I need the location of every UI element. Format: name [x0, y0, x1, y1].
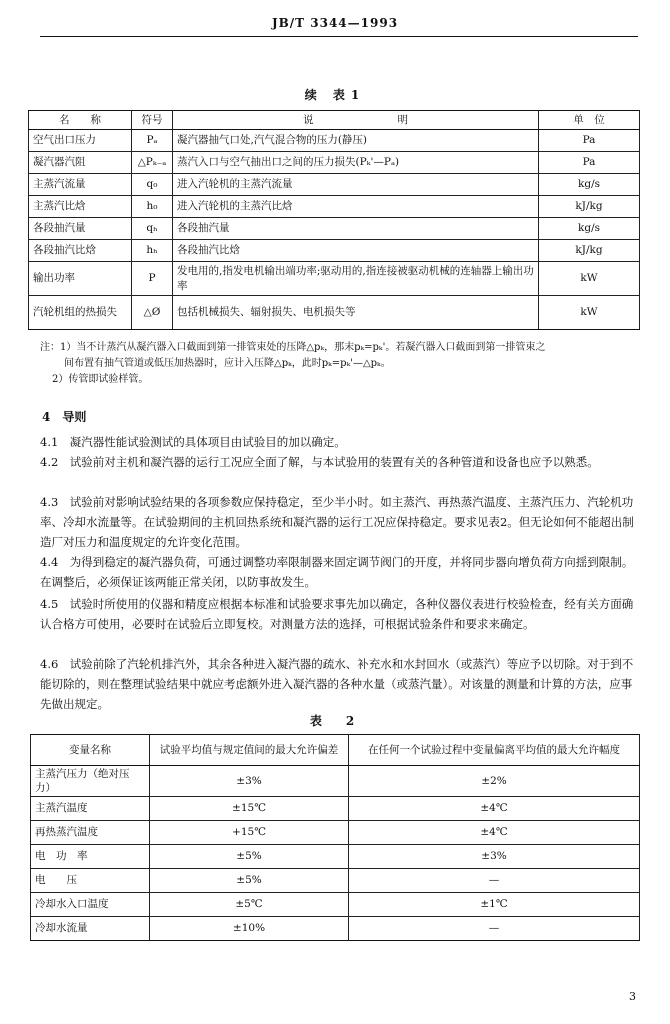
table1-cell-desc: 凝汽器抽气口处,汽气混合物的压力(静压)	[173, 130, 539, 152]
table1-cell-symbol: P	[132, 262, 173, 296]
table1-note-1: 注：1）当不计蒸汽从凝汽器入口截面到第一排管束处的压降△pₖ，那末pₖ=pₖ'。若凝汽器入口截面到第一排管束之	[40, 342, 546, 353]
table2-cell-deviation: ±10%	[150, 917, 349, 941]
table2-cell-deviation: ±5%	[150, 869, 349, 893]
paragraph-4-6: 4.6 试验前除了汽轮机排汽外，其余各种进入凝汽器的疏水、补充水和水封回水（或蒸汽）等应予以切除。对于到不能切除的，则在整理试验结果中就应考虑额外进入凝汽器的各种水量（或蒸汽量）。对该量的测量和计算的方法，应事先做出规定。	[40, 657, 634, 711]
table2-header-variable: 变量名称	[31, 735, 150, 766]
table1	[28, 110, 640, 330]
table-row	[29, 174, 640, 196]
table2-cell-deviation: +15℃	[150, 821, 349, 845]
table2-cell-name: 主蒸汽温度	[31, 797, 150, 821]
table1-header-unit: 单 位	[539, 111, 640, 130]
table1-cell-desc: 包括机械损失、辐射损失、电机损失等	[173, 296, 539, 330]
table-row	[29, 240, 640, 262]
table1-cell-desc: 各段抽汽比焓	[173, 240, 539, 262]
table1-cell-symbol: hₕ	[132, 240, 173, 262]
table-row	[29, 218, 640, 240]
page-number: 3	[629, 990, 636, 1003]
table1-note-2: 2）传管即试验样管。	[52, 374, 149, 385]
table-row	[31, 845, 640, 869]
table1-cell-unit: kg/s	[539, 174, 640, 196]
table2-cell-deviation: ±3%	[150, 766, 349, 797]
table1-cell-unit: Pa	[539, 152, 640, 174]
table1-header-desc: 说 明	[173, 111, 539, 130]
table2	[30, 734, 640, 941]
table1-cell-name: 主蒸汽流量	[29, 174, 132, 196]
table-row	[29, 296, 640, 330]
table1-cell-symbol: qₕ	[132, 218, 173, 240]
table1-cell-desc: 进入汽轮机的主蒸汽比焓	[173, 196, 539, 218]
table1-cell-symbol: △Pₖ₋ₐ	[132, 152, 173, 174]
table2-cell-name: 冷却水入口温度	[31, 893, 150, 917]
table2-cell-name: 电 压	[31, 869, 150, 893]
table1-cell-desc: 发电用的,指发电机输出端功率;驱动用的,指连接被驱动机械的连轴器上输出功率	[173, 262, 539, 296]
table1-cell-symbol: h₀	[132, 196, 173, 218]
table1-cell-symbol: q₀	[132, 174, 173, 196]
table2-cell-range: ±2%	[349, 766, 640, 797]
table2-cell-name: 主蒸汽压力（绝对压力）	[31, 766, 150, 797]
table2-cell-deviation: ±5℃	[150, 893, 349, 917]
table2-header-deviation: 试验平均值与规定值间的最大允许偏差	[150, 735, 349, 766]
table-row	[31, 797, 640, 821]
table1-cell-name: 空气出口压力	[29, 130, 132, 152]
table1-cell-unit: Pa	[539, 130, 640, 152]
table1-cell-name: 各段抽汽量	[29, 218, 132, 240]
paragraph-4-1: 4.1 凝汽器性能试验测试的具体项目由试验目的加以确定。	[40, 435, 346, 449]
table1-cell-name: 各段抽汽比焓	[29, 240, 132, 262]
table-row	[29, 130, 640, 152]
table1-header-row	[29, 111, 640, 130]
table-row	[31, 917, 640, 941]
table2-cell-name: 冷却水流量	[31, 917, 150, 941]
table-row	[29, 196, 640, 218]
table1-cell-name: 汽轮机组的热损失	[29, 296, 132, 330]
table2-cell-deviation: ±5%	[150, 845, 349, 869]
table2-cell-range: ±4℃	[349, 821, 640, 845]
table-row	[31, 869, 640, 893]
table1-cell-unit: kJ/kg	[539, 240, 640, 262]
table1-header-name: 名 称	[29, 111, 132, 130]
paragraph-4-2: 4.2 试验前对主机和凝汽器的运行工况应全面了解，与本试验用的装置有关的各种管道和设备也应予以熟悉。	[40, 455, 599, 469]
paragraph-4-5: 4.5 试验时所使用的仪器和精度应根据本标准和试验要求事先加以确定，各种仪器仪表进行校验检查，经有关方面确认合格方可使用，必要时在试验后立即复校。对测量方法的选择，可根据试验条件和要求来确定。	[40, 597, 634, 631]
table1-cell-symbol: Pₐ	[132, 130, 173, 152]
table2-caption: 表 2	[309, 714, 361, 728]
table1-cell-unit: kW	[539, 262, 640, 296]
page-header: JB/T 3344—1993	[271, 16, 399, 30]
table2-cell-range: —	[349, 869, 640, 893]
table-row	[31, 766, 640, 797]
table-row	[29, 262, 640, 296]
table1-cell-symbol: △Ø	[132, 296, 173, 330]
table2-header-range: 在任何一个试验过程中变量偏离平均值的最大允许幅度	[349, 735, 640, 766]
table-row	[31, 821, 640, 845]
table1-caption: 续 表1	[304, 88, 366, 102]
table2-header-row	[31, 735, 640, 766]
header-rule	[40, 36, 638, 37]
table1-cell-unit: kW	[539, 296, 640, 330]
table1-cell-unit: kJ/kg	[539, 196, 640, 218]
table2-cell-range: ±1℃	[349, 893, 640, 917]
table2-cell-name: 电 功 率	[31, 845, 150, 869]
table1-cell-desc: 蒸汽入口与空气抽出口之间的压力损失(Pₖ'—Pₐ)	[173, 152, 539, 174]
table2-cell-range: ±4℃	[349, 797, 640, 821]
table2-cell-name: 再热蒸汽温度	[31, 821, 150, 845]
table1-header-symbol: 符号	[132, 111, 173, 130]
table2-cell-range: —	[349, 917, 640, 941]
table1-cell-name: 凝汽器汽阻	[29, 152, 132, 174]
table1-cell-name: 输出功率	[29, 262, 132, 296]
table1-note-1-cont: 间布置有抽气管道或低压加热器时，应计入压降△pₖ，此时pₖ=pₖ'—△pₖ。	[64, 358, 391, 369]
paragraph-4-3: 4.3 试验前对影响试验结果的各项参数应保持稳定，至少半小时。如主蒸汽、再热蒸汽温度、主蒸汽压力、汽轮机功率、冷却水流量等。在试验期间的主机回热系统和凝汽器的运行工况应保持稳定。要求见表2。但无论如何不能超出制造厂对压力和温度规定的允许变化范围。	[40, 495, 634, 549]
section-4-title: 4 导则	[42, 410, 87, 424]
paragraph-4-4: 4.4 为得到稳定的凝汽器负荷，可通过调整功率限制器来固定调节阀门的开度，并将同步器向增负荷方向揺到限制。在调整后，必须保证该两能正常关闭，以防事故发生。	[40, 555, 634, 589]
table1-cell-unit: kg/s	[539, 218, 640, 240]
table2-cell-range: ±3%	[349, 845, 640, 869]
table-row	[31, 893, 640, 917]
table1-cell-desc: 进入汽轮机的主蒸汽流量	[173, 174, 539, 196]
table1-cell-desc: 各段抽汽量	[173, 218, 539, 240]
table-row	[29, 152, 640, 174]
table1-cell-name: 主蒸汽比焓	[29, 196, 132, 218]
table2-cell-deviation: ±15℃	[150, 797, 349, 821]
